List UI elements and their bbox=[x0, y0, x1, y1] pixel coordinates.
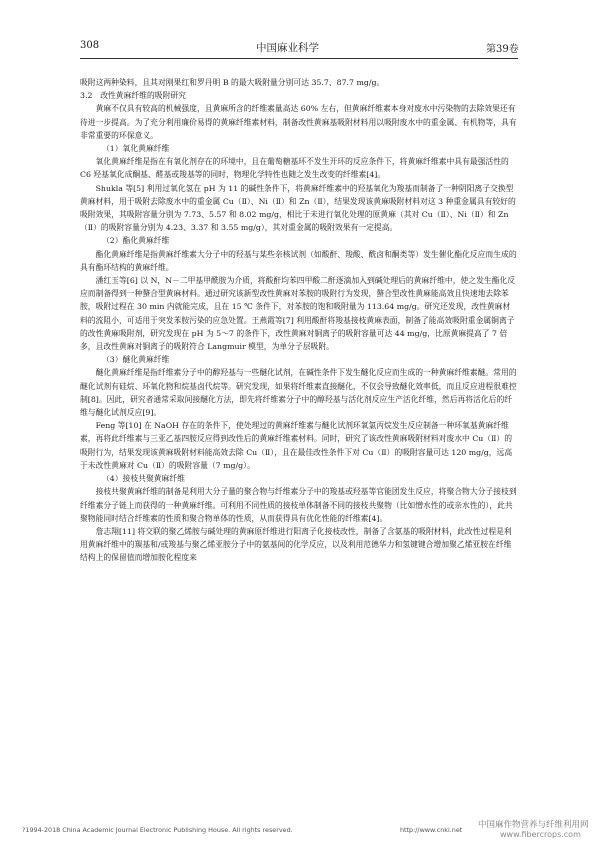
page-number: 308 bbox=[80, 40, 100, 51]
header-rule bbox=[80, 58, 518, 59]
journal-title: 中国麻业科学 bbox=[256, 42, 319, 54]
footer-copyright: ?1994-2018 China Academic Journal Electronic Publishing House. All rights reserved. bbox=[22, 826, 293, 834]
paragraph-zhan-study: 詹志翔[11] 将交联的聚乙烯胺与碱处理的黄麻原纤维进行阳离子化接枝改性，制备了含氨基的吸附材料，此改性过程是利用黄麻纤维中的羰基和/或羧基与聚乙烯亚胺分子中的氨基间的化学反应，以及利用范德华力和氢键键合增加聚乙烯亚胺在纤维结构上的保留值而增加胺化程度来 bbox=[80, 526, 512, 563]
section-heading-3-2: 3.2 改性黄麻纤维的吸附研究 bbox=[80, 91, 186, 101]
footer-site-link[interactable]: http://www.cnki.net bbox=[400, 826, 463, 834]
paragraph-intro: 吸附这两种染料，且其对刚果红和罗丹明 B 的最大吸附量分别可达 35.7、87.7 mg/g。 bbox=[80, 78, 385, 87]
subheading-grafted-jute: （4）接枝共聚黄麻纤维 bbox=[102, 474, 185, 484]
volume-number: 第39卷 bbox=[486, 44, 519, 55]
paragraph-shukla-study: Shukla 等[5] 利用过氧化氢在 pH 为 11 的碱性条件下，将黄麻纤维素中的羟基氧化为羧基而制备了一种阴阳离子交换型黄麻材料，用于吸附去除废水中的重金属 Cu（Ⅱ）、Ni（Ⅱ）和 Zn（Ⅱ），结果发现该黄麻吸附材料对这 3 种重金属具有较好的吸附效果，其吸附容量分别为 7.73、5.57 和 8.02 mg/g，相比于未进行氧化处理的原黄麻（其对 Cu（Ⅱ）、Ni（Ⅱ）和 Zn（Ⅱ）的吸附容量分别为 4.23、3.37 和 3.55 mg/g），其对重金属的吸附效果有一定提高。 bbox=[80, 183, 516, 233]
paragraph-esterified-definition: 酯化黄麻纤维是指黄麻纤维素大分子中的羟基与某些亲核试剂（如酸酐、羧酸、酰卤和酮类等）发生催化酯化反应而生成的具有酯环结构的黄麻纤维。 bbox=[80, 249, 517, 272]
paragraph-grafted-definition: 接枝共聚黄麻纤维的制备是利用大分子量的聚合物与纤维素分子中的羧基或羟基等官能团发生反应，将聚合物大分子接枝到纤维素分子链上而获得的一种黄麻纤维。可利用不同性质的接枝单体制备不同的接枝共聚物（比如憎水性的或亲水性的），此共聚物能同时结合纤维素的性质和聚合物单体的性质，从而获得具有优化性能的纤维素[4]。 bbox=[80, 487, 517, 523]
paragraph-etherified-definition: 醚化黄麻纤维是指纤维素分子中的醇羟基与一些醚化试剂，在碱性条件下发生醚化反应而生成的一种黄麻纤维素醚。常用的醚化试剂有硅烷、环氧化物和烷基卤代烷等。研究发现，如果将纤维素直接醚化，不仅会导致醚化效率低，而且反应进程很难控制[8]。因此，研究者通常采取间接醚化方法，即先将纤维素分子中的醇羟基与活化剂反应生产活化纤维，然后再将活化后的纤维与醚化试剂反应[9]。 bbox=[80, 368, 517, 418]
watermark-url: www.fibercrops.com bbox=[500, 830, 581, 839]
watermark-chinese: 中国麻作物营养与纤维利用网 bbox=[478, 820, 589, 830]
subheading-oxidized-jute: （1）氧化黄麻纤维 bbox=[102, 144, 170, 154]
paragraph-oxidized-definition: 氧化黄麻纤维是指在有氧化剂存在的环境中，且在葡萄糖基环不发生开环的反应条件下，将黄麻纤维素中具有最强活性的 C6 羟基氧化成酮基、醛基或羧基等的同时，物理化学特性也随之发生改变的纤维素[4]。 bbox=[80, 157, 509, 180]
subheading-esterified-jute: （2）酯化黄麻纤维 bbox=[102, 236, 170, 246]
subheading-etherified-jute: （3）醚化黄麻纤维 bbox=[102, 355, 170, 365]
paragraph-jute-overview: 黄麻不仅具有较高的机械强度，且黄麻所含的纤维素量高达 60% 左右，但黄麻纤维素本身对废水中污染物的去除效果还有待进一步提高。为了充分利用廉价易得的黄麻纤维素材料，制备改性黄麻基吸附材料用以吸附废水中的重金属、有机物等，具有非常重要的环保意义。 bbox=[80, 104, 517, 140]
paragraph-feng-study: Feng 等[10] 在 NaOH 存在的条件下，使处理过的黄麻纤维素与醚化试剂环氧氯丙烷发生反应制备一种环氧基黄麻纤维素，再将此纤维素与三亚乙基四胺反应得到改性后的黄麻纤维素材料。同时，研究了该改性黄麻吸附材料对废水中 Cu（Ⅱ）的吸附行为，结果发现该黄麻吸附材料能高效去除 Cu（Ⅱ），且在最佳改性条件下对 Cu（Ⅱ）的吸附容量可达 120 mg/g，远高于未改性黄麻对 Cu（Ⅱ）的吸附容量（7 mg/g）。 bbox=[80, 421, 513, 470]
article-body bbox=[80, 76, 518, 565]
paragraph-pan-wang-study: 潘红玉等[6] 以 N，N－二甲基甲酰胺为介质，将酸酐均苯四甲酸二酐逐滴加入到碱处理后的黄麻纤维中，使之发生酯化反应而制备得到一种螯合型黄麻材料。通过研究该新型改性黄麻对苯胺的吸附行为发现，螯合型改性黄麻能高效且快速地去除苯胺，吸附过程在 30 min 内就能完成，且在 15 ℃ 条件下，对苯胺的饱和吸附量为 113.64 mg/g。研究还发现，改性黄麻材料的流阻小，可适用于突发苯胺污染的应急处置。王燕霞等[7] 利用酸酐将羧基接枝黄麻表面，制备了能高效吸附重金属铜离子的改性黄麻吸附剂，研究发现在 pH 为 5～7 的条件下，改性黄麻对铜离子的吸附容量可达 44 mg/g，比原黄麻提高了 7 倍多，且改性黄麻对铜离子的吸附符合 Langmuir 模型，为单分子层吸附。 bbox=[80, 276, 516, 352]
